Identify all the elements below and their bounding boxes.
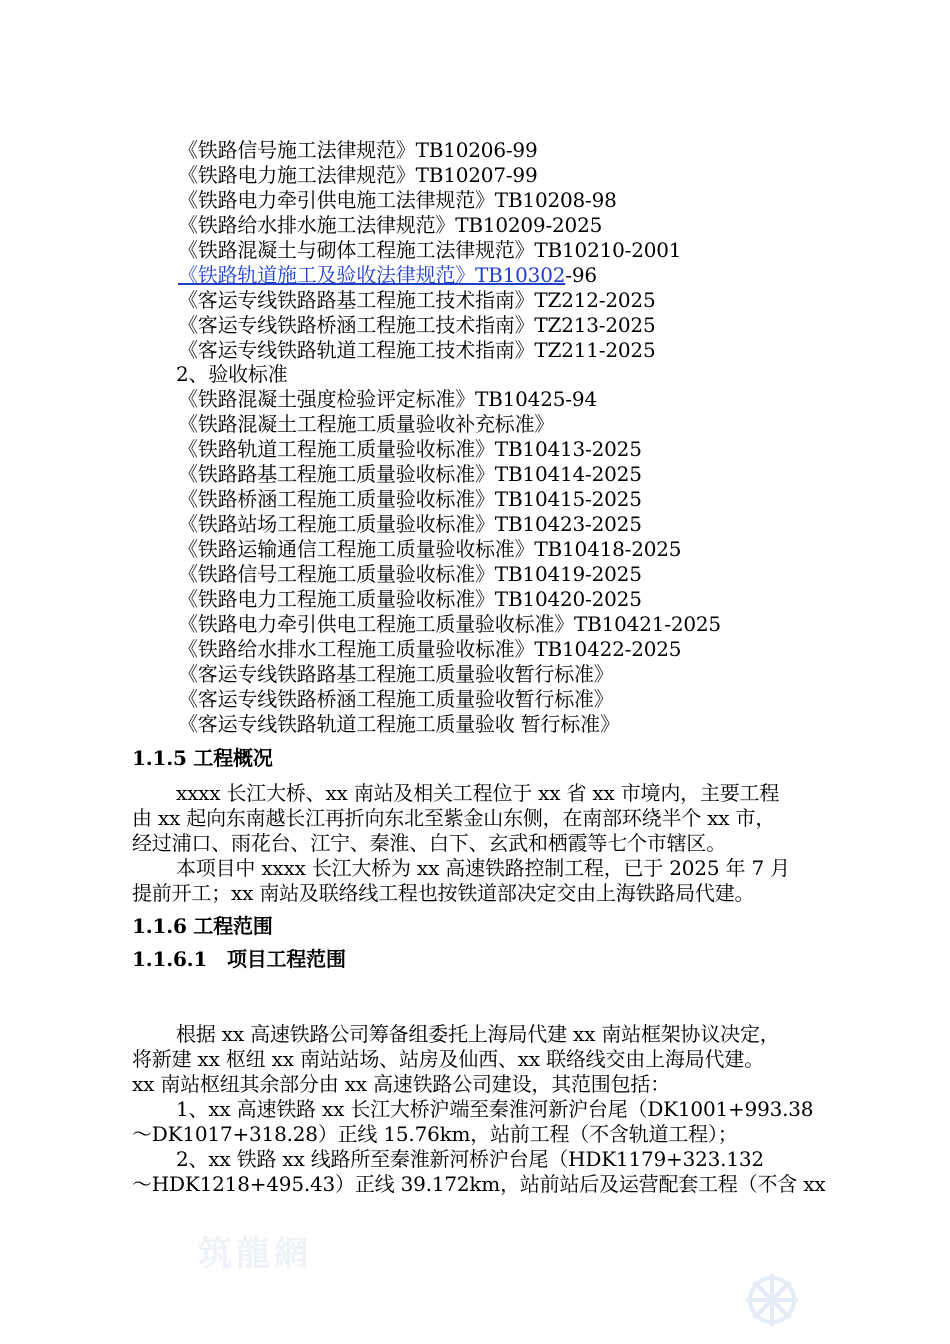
paragraph-line: xx 南站枢纽其余部分由 xx 高速铁路公司建设，其范围包括：: [132, 1072, 670, 1096]
paragraph-line: 由 xx 起向东南越长江再折向东北至紫金山东侧，在南部环绕半个 xx 市，: [132, 806, 776, 830]
acceptance-item: 《铁路站场工程施工质量验收标准》TB10423-2025: [178, 512, 642, 536]
acceptance-item: 《铁路信号工程施工质量验收标准》TB10419-2025: [178, 562, 642, 586]
reference-link-suffix: -96: [565, 263, 597, 287]
section-subheading-1-1-6-1: 1.1.6.1 项目工程范围: [132, 947, 346, 971]
acceptance-item: 《铁路给水排水工程施工质量验收标准》TB10422-2025: [178, 637, 682, 661]
acceptance-item: 《铁路混凝土强度检验评定标准》TB10425-94: [178, 387, 597, 411]
paragraph-line: xxxx 长江大桥、xx 南站及相关工程位于 xx 省 xx 市境内，主要工程: [176, 781, 780, 805]
acceptance-item: 《客运专线铁路桥涵工程施工质量验收暂行标准》: [178, 687, 614, 711]
acceptance-item: 《铁路路基工程施工质量验收标准》TB10414-2025: [178, 462, 642, 486]
acceptance-item: 《铁路轨道工程施工质量验收标准》TB10413-2025: [178, 437, 642, 461]
acceptance-item: 《铁路运输通信工程施工质量验收标准》TB10418-2025: [178, 537, 682, 561]
reference-item: 《客运专线铁路桥涵工程施工技术指南》TZ213-2025: [178, 313, 656, 337]
scope-item-line: 2、xx 铁路 xx 线路所至秦淮新河桥沪台尾（HDK1179+323.132: [176, 1147, 764, 1171]
paragraph-line: 根据 xx 高速铁路公司筹备组委托上海局代建 xx 南站框架协议决定，: [176, 1022, 780, 1046]
acceptance-heading: 2、验收标准: [176, 362, 288, 386]
section-heading-1-1-5: 1.1.5 工程概况: [132, 746, 273, 770]
scope-item-line: ～DK1017+318.28）正线 15.76km，站前工程（不含轨道工程）；: [132, 1122, 738, 1146]
reference-item-linked: [178, 263, 597, 287]
snowflake-watermark-icon: [740, 1268, 804, 1332]
reference-item: 《铁路混凝土与砌体工程施工法律规范》TB10210-2001: [178, 238, 682, 262]
acceptance-item: 《客运专线铁路路基工程施工质量验收暂行标准》: [178, 662, 614, 686]
reference-item: 《铁路电力施工法律规范》TB10207-99: [178, 163, 538, 187]
acceptance-item: 《铁路电力牵引供电工程施工质量验收标准》TB10421-2025: [178, 612, 721, 636]
paragraph-line: 经过浦口、雨花台、江宁、秦淮、白下、玄武和栖霞等七个市辖区。: [132, 831, 726, 855]
reference-item: 《客运专线铁路轨道工程施工技术指南》TZ211-2025: [178, 338, 656, 362]
acceptance-item: 《客运专线铁路轨道工程施工质量验收 暂行标准》: [178, 712, 620, 736]
acceptance-item: 《铁路电力工程施工质量验收标准》TB10420-2025: [178, 587, 642, 611]
reference-item: 《客运专线铁路路基工程施工技术指南》TZ212-2025: [178, 288, 656, 312]
watermark-text: 筑龍網: [198, 1234, 312, 1274]
paragraph-line: 本项目中 xxxx 长江大桥为 xx 高速铁路控制工程，已于 2025 年 7 月: [176, 856, 790, 880]
reference-link[interactable]: 《铁路轨道施工及验收法律规范》TB10302: [178, 263, 566, 287]
reference-item: 《铁路给水排水施工法律规范》TB10209-2025: [178, 213, 603, 237]
section-heading-1-1-6: 1.1.6 工程范围: [132, 914, 273, 938]
acceptance-item: 《铁路混凝土工程施工质量验收补充标准》: [178, 412, 555, 436]
reference-item: 《铁路信号施工法律规范》TB10206-99: [178, 138, 538, 162]
acceptance-item: 《铁路桥涵工程施工质量验收标准》TB10415-2025: [178, 487, 642, 511]
paragraph-line: 将新建 xx 枢纽 xx 南站站场、站房及仙西、xx 联络线交由上海局代建。: [132, 1047, 764, 1071]
scope-item-line: 1、xx 高速铁路 xx 长江大桥沪端至秦淮河新沪台尾（DK1001+993.38: [176, 1097, 814, 1121]
reference-item: 《铁路电力牵引供电施工法律规范》TB10208-98: [178, 188, 617, 212]
paragraph-line: 提前开工；xx 南站及联络线工程也按铁道部决定交由上海铁路局代建。: [132, 881, 755, 905]
scope-item-line: ～HDK1218+495.43）正线 39.172km，站前站后及运营配套工程（不含 xx: [132, 1172, 826, 1196]
